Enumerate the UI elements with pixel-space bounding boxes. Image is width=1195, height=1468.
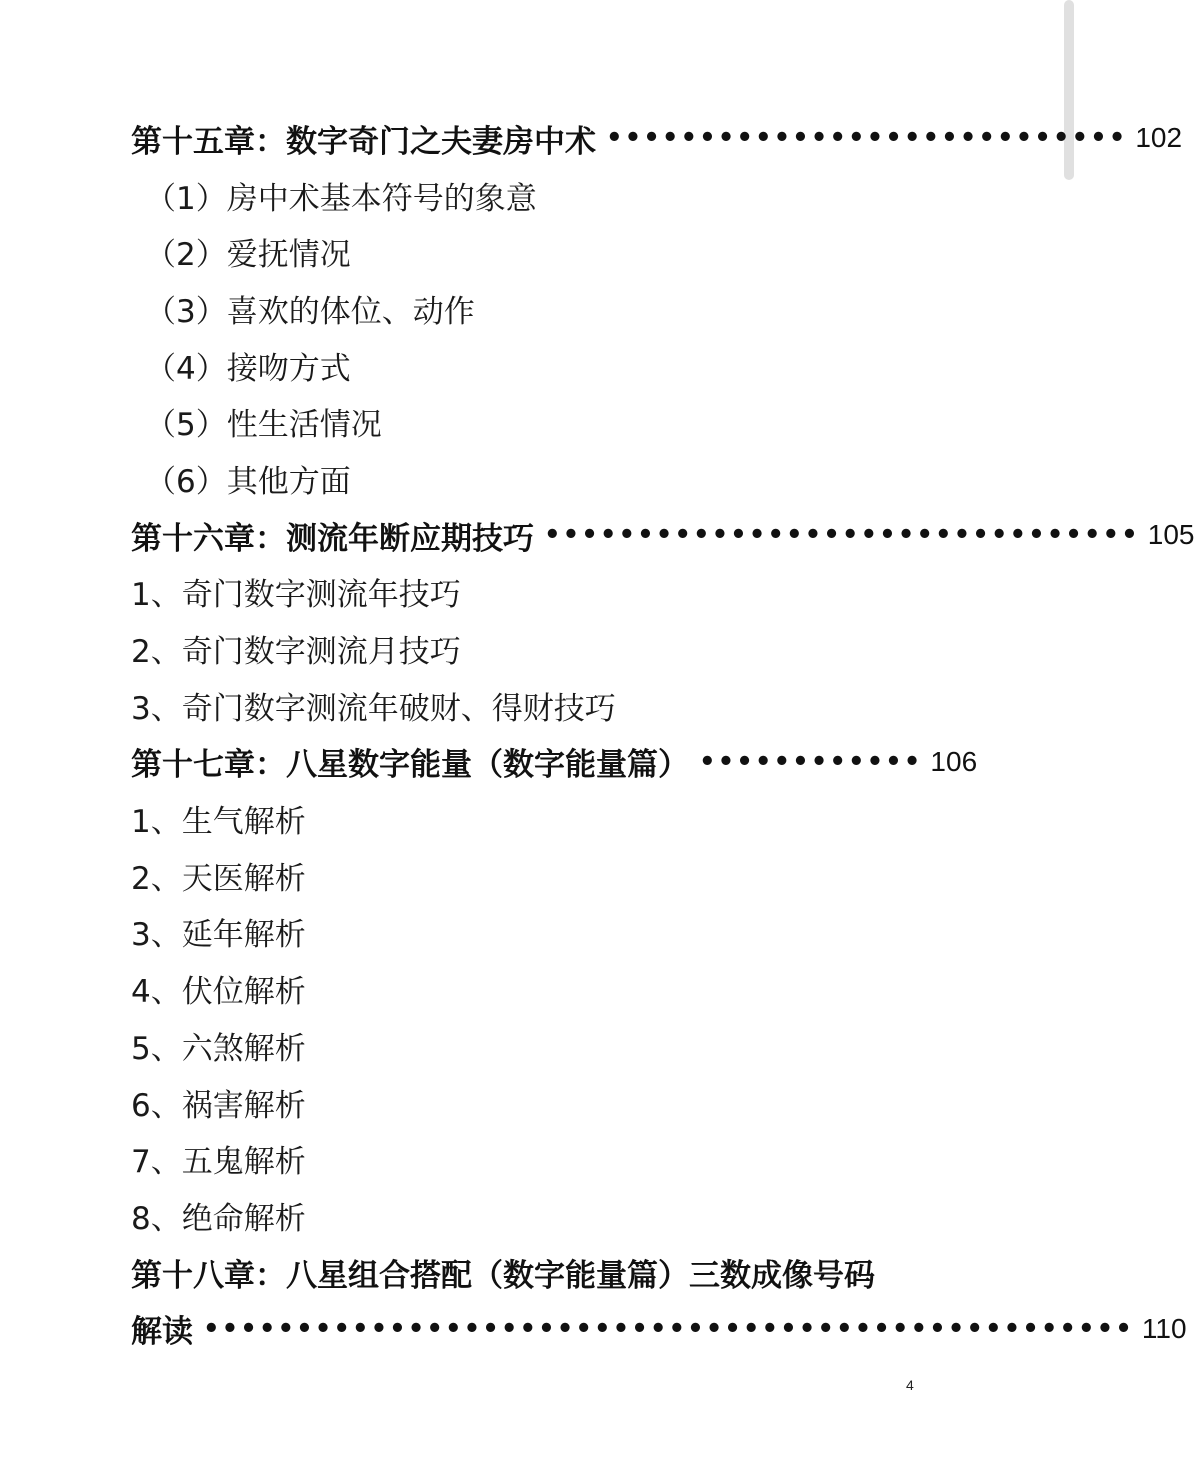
leader-dots: •••••••••••••••••••••••••••••••• [544,520,1140,551]
toc-item[interactable]: 6、祸害解析 [131,1087,306,1124]
chapter-title-continued: 解读 [131,1314,193,1351]
toc-item[interactable]: 7、五鬼解析 [131,1144,306,1181]
toc-item[interactable]: 5、六煞解析 [131,1030,306,1067]
leader-dots: •••••••••••••••••••••••••••• [606,123,1128,154]
toc-item[interactable]: 2、天医解析 [131,860,306,897]
chapter-page-number: 106 [930,745,978,777]
toc-item[interactable]: （3）喜欢的体位、动作 [145,293,475,330]
toc-item[interactable]: 2、奇门数字测流月技巧 [131,634,461,671]
chapter-title: 第十五章：数字奇门之夫妻房中术 [131,123,596,160]
toc-item[interactable]: （6）其他方面 [145,463,351,500]
toc-item[interactable]: （2）爱抚情况 [145,237,351,274]
toc-item[interactable]: （4）接吻方式 [145,350,351,387]
toc-chapter-16[interactable] [131,507,1195,564]
toc-chapter-18-line2[interactable] [131,1300,1187,1357]
toc-chapter-18-line1[interactable] [131,1244,916,1301]
chapter-title: 第十七章：八星数字能量（数字能量篇） [131,747,689,784]
toc-item[interactable]: 4、伏位解析 [131,974,306,1011]
page-footer-number: 4 [906,1377,914,1393]
leader-dots: •••••••••••••••••••••••••••••••••••••••••••••••••• [203,1313,1134,1344]
chapter-page-number: 105 [1147,519,1195,551]
leader-dots: •••••••••••• [699,746,923,777]
toc-item[interactable]: 3、奇门数字测流年破财、得财技巧 [131,690,616,727]
table-of-contents [131,110,1195,1357]
chapter-page-number: 102 [1135,122,1183,154]
chapter-title: 第十六章：测流年断应期技巧 [131,520,534,557]
chapter-title: 第十八章：八星组合搭配（数字能量篇）三数成像号码 [131,1257,875,1294]
toc-item[interactable]: 1、生气解析 [131,804,306,841]
toc-item[interactable]: （1）房中术基本符号的象意 [145,180,537,217]
toc-item[interactable]: 8、绝命解析 [131,1200,306,1237]
toc-chapter-15[interactable] [131,110,1183,167]
toc-chapter-17[interactable] [131,734,978,791]
toc-item[interactable]: 3、延年解析 [131,917,306,954]
toc-item[interactable]: （5）性生活情况 [145,407,382,444]
toc-item[interactable]: 1、奇门数字测流年技巧 [131,577,461,614]
chapter-page-number: 110 [1141,1312,1187,1344]
